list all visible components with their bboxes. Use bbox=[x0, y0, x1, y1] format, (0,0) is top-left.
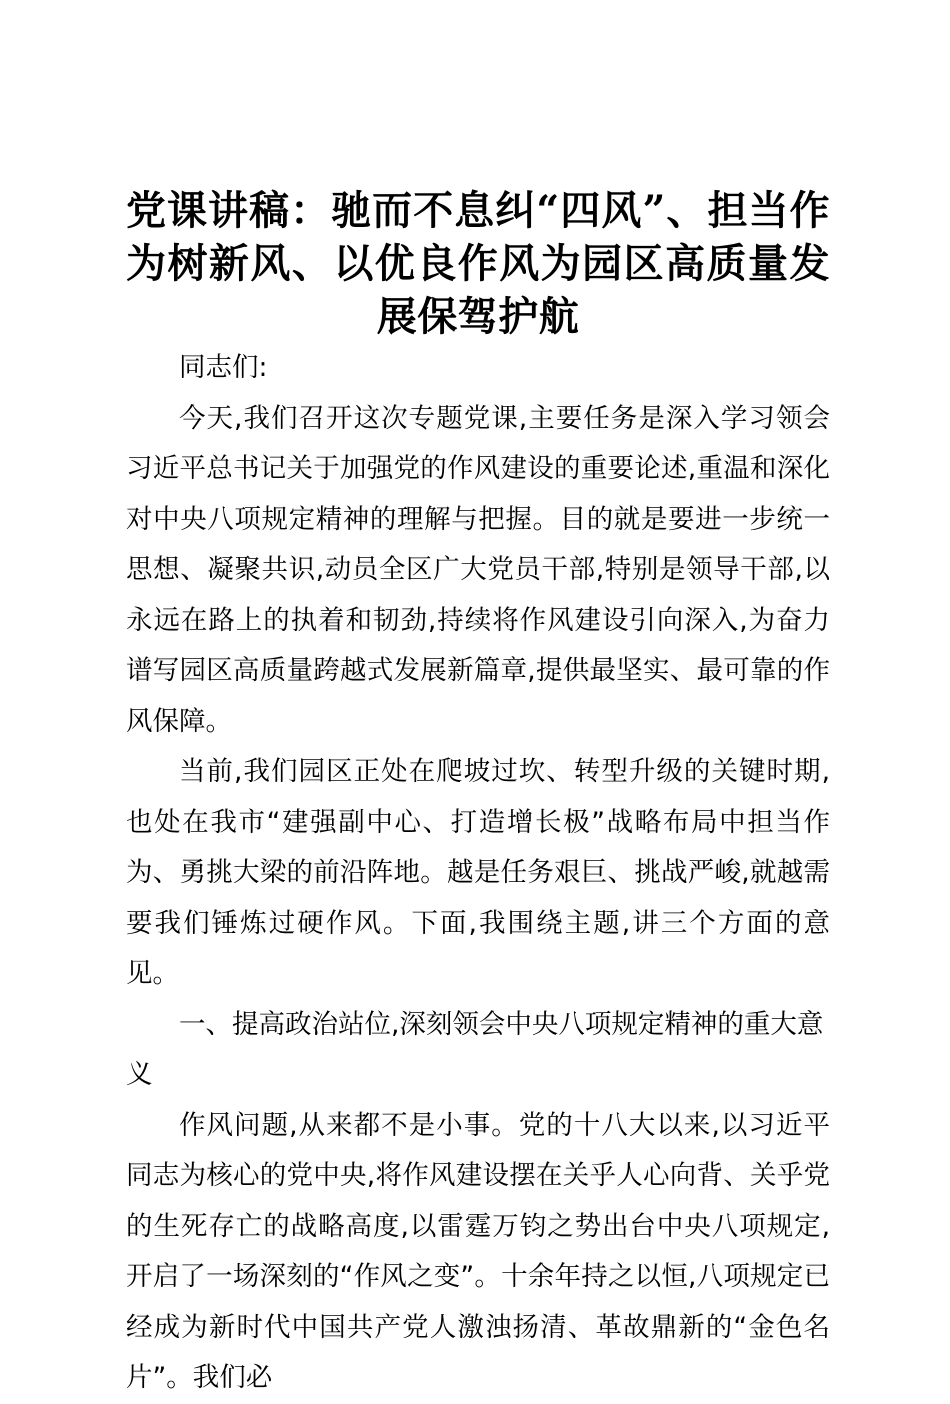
document-title: 党课讲稿：驰而不息纠“四风”、担当作为树新风、以优良作风为园区高质量发展保驾护航 bbox=[126, 187, 830, 340]
section-paragraph: 作风问题,从来都不是小事。党的十八大以来,以习近平同志为核心的党中央,将作风建设摆在关乎人心向背、关乎党的生死存亡的战略高度,以雷霆万钧之势出台中央八项规定,开启了一场深刻的“作风之变”。十余年持之以恒,八项规定已经成为新时代中国共产党人激浊扬清、革故鼎新的“金色名片”。我们必 bbox=[126, 1109, 830, 1393]
paragraph-context: 当前,我们园区正处在爬坡过坎、转型升级的关键时期,也处在我市“建强副中心、打造增长极”战略布局中担当作为、勇挑大梁的前沿阵地。越是任务艰巨、挑战严峻,就越需要我们锤炼过硬作风。下面,我围绕主题,讲三个方面的意见。 bbox=[126, 756, 830, 989]
section-heading: 一、提高政治站位,深刻领会中央八项规定精神的重大意义 bbox=[126, 1008, 824, 1090]
salutation: 同志们: bbox=[179, 352, 268, 383]
document-page bbox=[126, 184, 830, 1404]
paragraph-intro: 今天,我们召开这次专题党课,主要任务是深入学习领会习近平总书记关于加强党的作风建设的重要论述,重温和深化对中央八项规定精神的理解与把握。目的就是要进一步统一思想、凝聚共识,动员全区广大党员干部,特别是领导干部,以永远在路上的执着和韧劲,持续将作风建设引向深入,为奋力谱写园区高质量跨越式发展新篇章,提供最坚实、最可靠的作风保障。 bbox=[126, 402, 830, 737]
